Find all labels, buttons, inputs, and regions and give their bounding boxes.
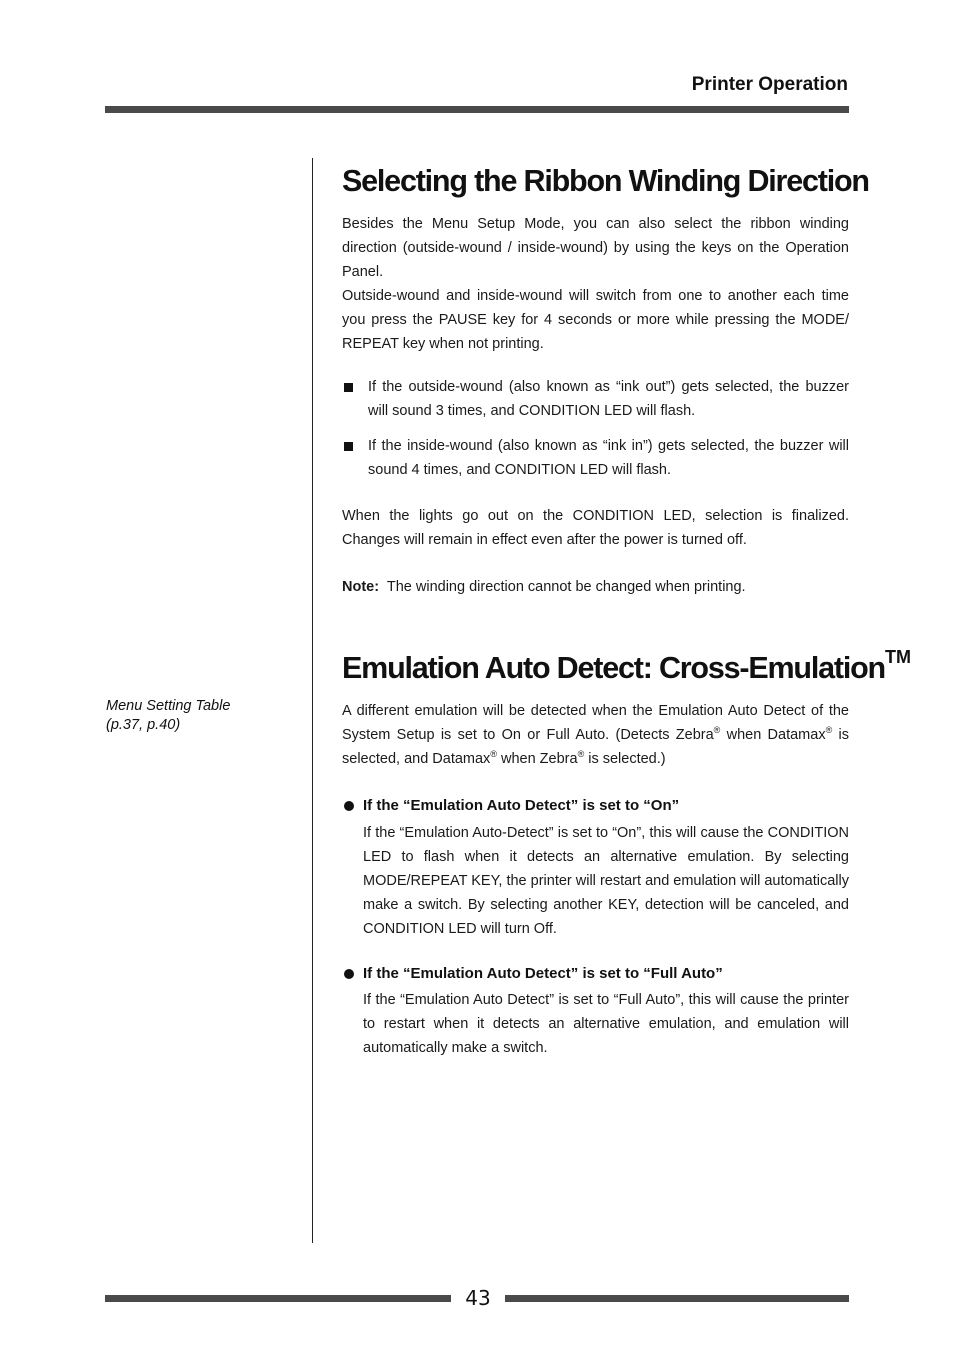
- header-rule: [105, 106, 849, 113]
- heading-text: Emulation Auto Detect: Cross-Emulation: [342, 651, 885, 685]
- intro-part: is selected.): [584, 751, 666, 767]
- note-text: The winding direction cannot be changed when printing.: [386, 579, 746, 595]
- note-label: Note:: [342, 579, 380, 595]
- intro-part: when Zebra: [496, 751, 578, 767]
- paragraph: When the lights go out on the CONDITION LED, selection is finalized. Changes will remain in effect even after the power is turned off.: [342, 508, 849, 548]
- sidenote-line-1: Menu Setting Table: [106, 698, 231, 714]
- registered-mark: ®: [577, 749, 585, 760]
- list-item-text: If the inside-wound (also known as “ink in”) gets selected, the buzzer will sound 4 times, and CONDITION LED will flash.: [368, 438, 849, 478]
- main-content: [342, 160, 911, 1060]
- round-bullet-icon: [344, 969, 354, 979]
- paragraph: Outside-wound and inside-wound will switch from one to another each time you press the PAUSE key for 4 seconds or more while pressing the MODE/ REPEAT key when not printing.: [342, 288, 849, 352]
- sidenote-line-2: (p.37, p.40): [106, 717, 181, 733]
- page-number: 43: [465, 1286, 491, 1310]
- subsection-title: If the “Emulation Auto Detect” is set to “On”: [363, 797, 680, 814]
- trademark-mark: TM: [884, 647, 911, 667]
- subsection-heading: [342, 962, 849, 986]
- intro-part: is selected, and Datamax: [342, 727, 850, 767]
- footer-rule-left: [105, 1295, 451, 1302]
- paragraph: Besides the Menu Setup Mode, you can also select the ribbon winding direction (outside-wound / inside-wound) by using the keys on the Operation Panel.: [342, 216, 849, 280]
- paragraph: [342, 699, 849, 771]
- registered-mark: ®: [825, 725, 833, 736]
- subsection-body: [342, 988, 849, 1060]
- paragraph: If the “Emulation Auto-Detect” is set to “On”, this will cause the CONDITION LED to flash when it detects an alternative emulation. By selecting MODE/REPEAT KEY, the printer will restart and emulation will automatically make a switch. By selecting another KEY, detection will be canceled, and CONDITION LED will turn Off.: [363, 825, 849, 937]
- section-heading-ribbon: Selecting the Ribbon Winding Direction: [342, 164, 869, 198]
- list-item-text: If the outside-wound (also known as “ink out”) gets selected, the buzzer will sound 3 times, and CONDITION LED will flash.: [368, 379, 849, 419]
- subsection-heading: [342, 794, 849, 818]
- list-item: [342, 375, 849, 423]
- subsection-body: [342, 821, 849, 941]
- square-bullet-icon: [344, 442, 353, 451]
- note: [342, 575, 849, 599]
- round-bullet-icon: [344, 801, 354, 811]
- subsection-title: If the “Emulation Auto Detect” is set to “Full Auto”: [363, 965, 723, 982]
- running-header: Printer Operation: [691, 74, 848, 95]
- registered-mark: ®: [713, 725, 721, 736]
- intro-part: A different emulation will be detected when the Emulation Auto Detect of the System Setup is set to On or Full Auto. (Detects Zebra: [342, 703, 849, 743]
- registered-mark: ®: [490, 749, 497, 760]
- intro-part: when Datamax: [720, 727, 826, 743]
- square-bullet-icon: [344, 383, 353, 392]
- column-divider: [312, 158, 313, 1243]
- sidenote: [106, 697, 296, 735]
- paragraph: If the “Emulation Auto Detect” is set to “Full Auto”, this will cause the printer to restart when it detects an alternative emulation, and emulation will automatically make a switch.: [363, 992, 849, 1056]
- section-heading-emulation: [342, 647, 911, 689]
- list-item: [342, 434, 849, 482]
- footer-rule-right: [505, 1295, 849, 1302]
